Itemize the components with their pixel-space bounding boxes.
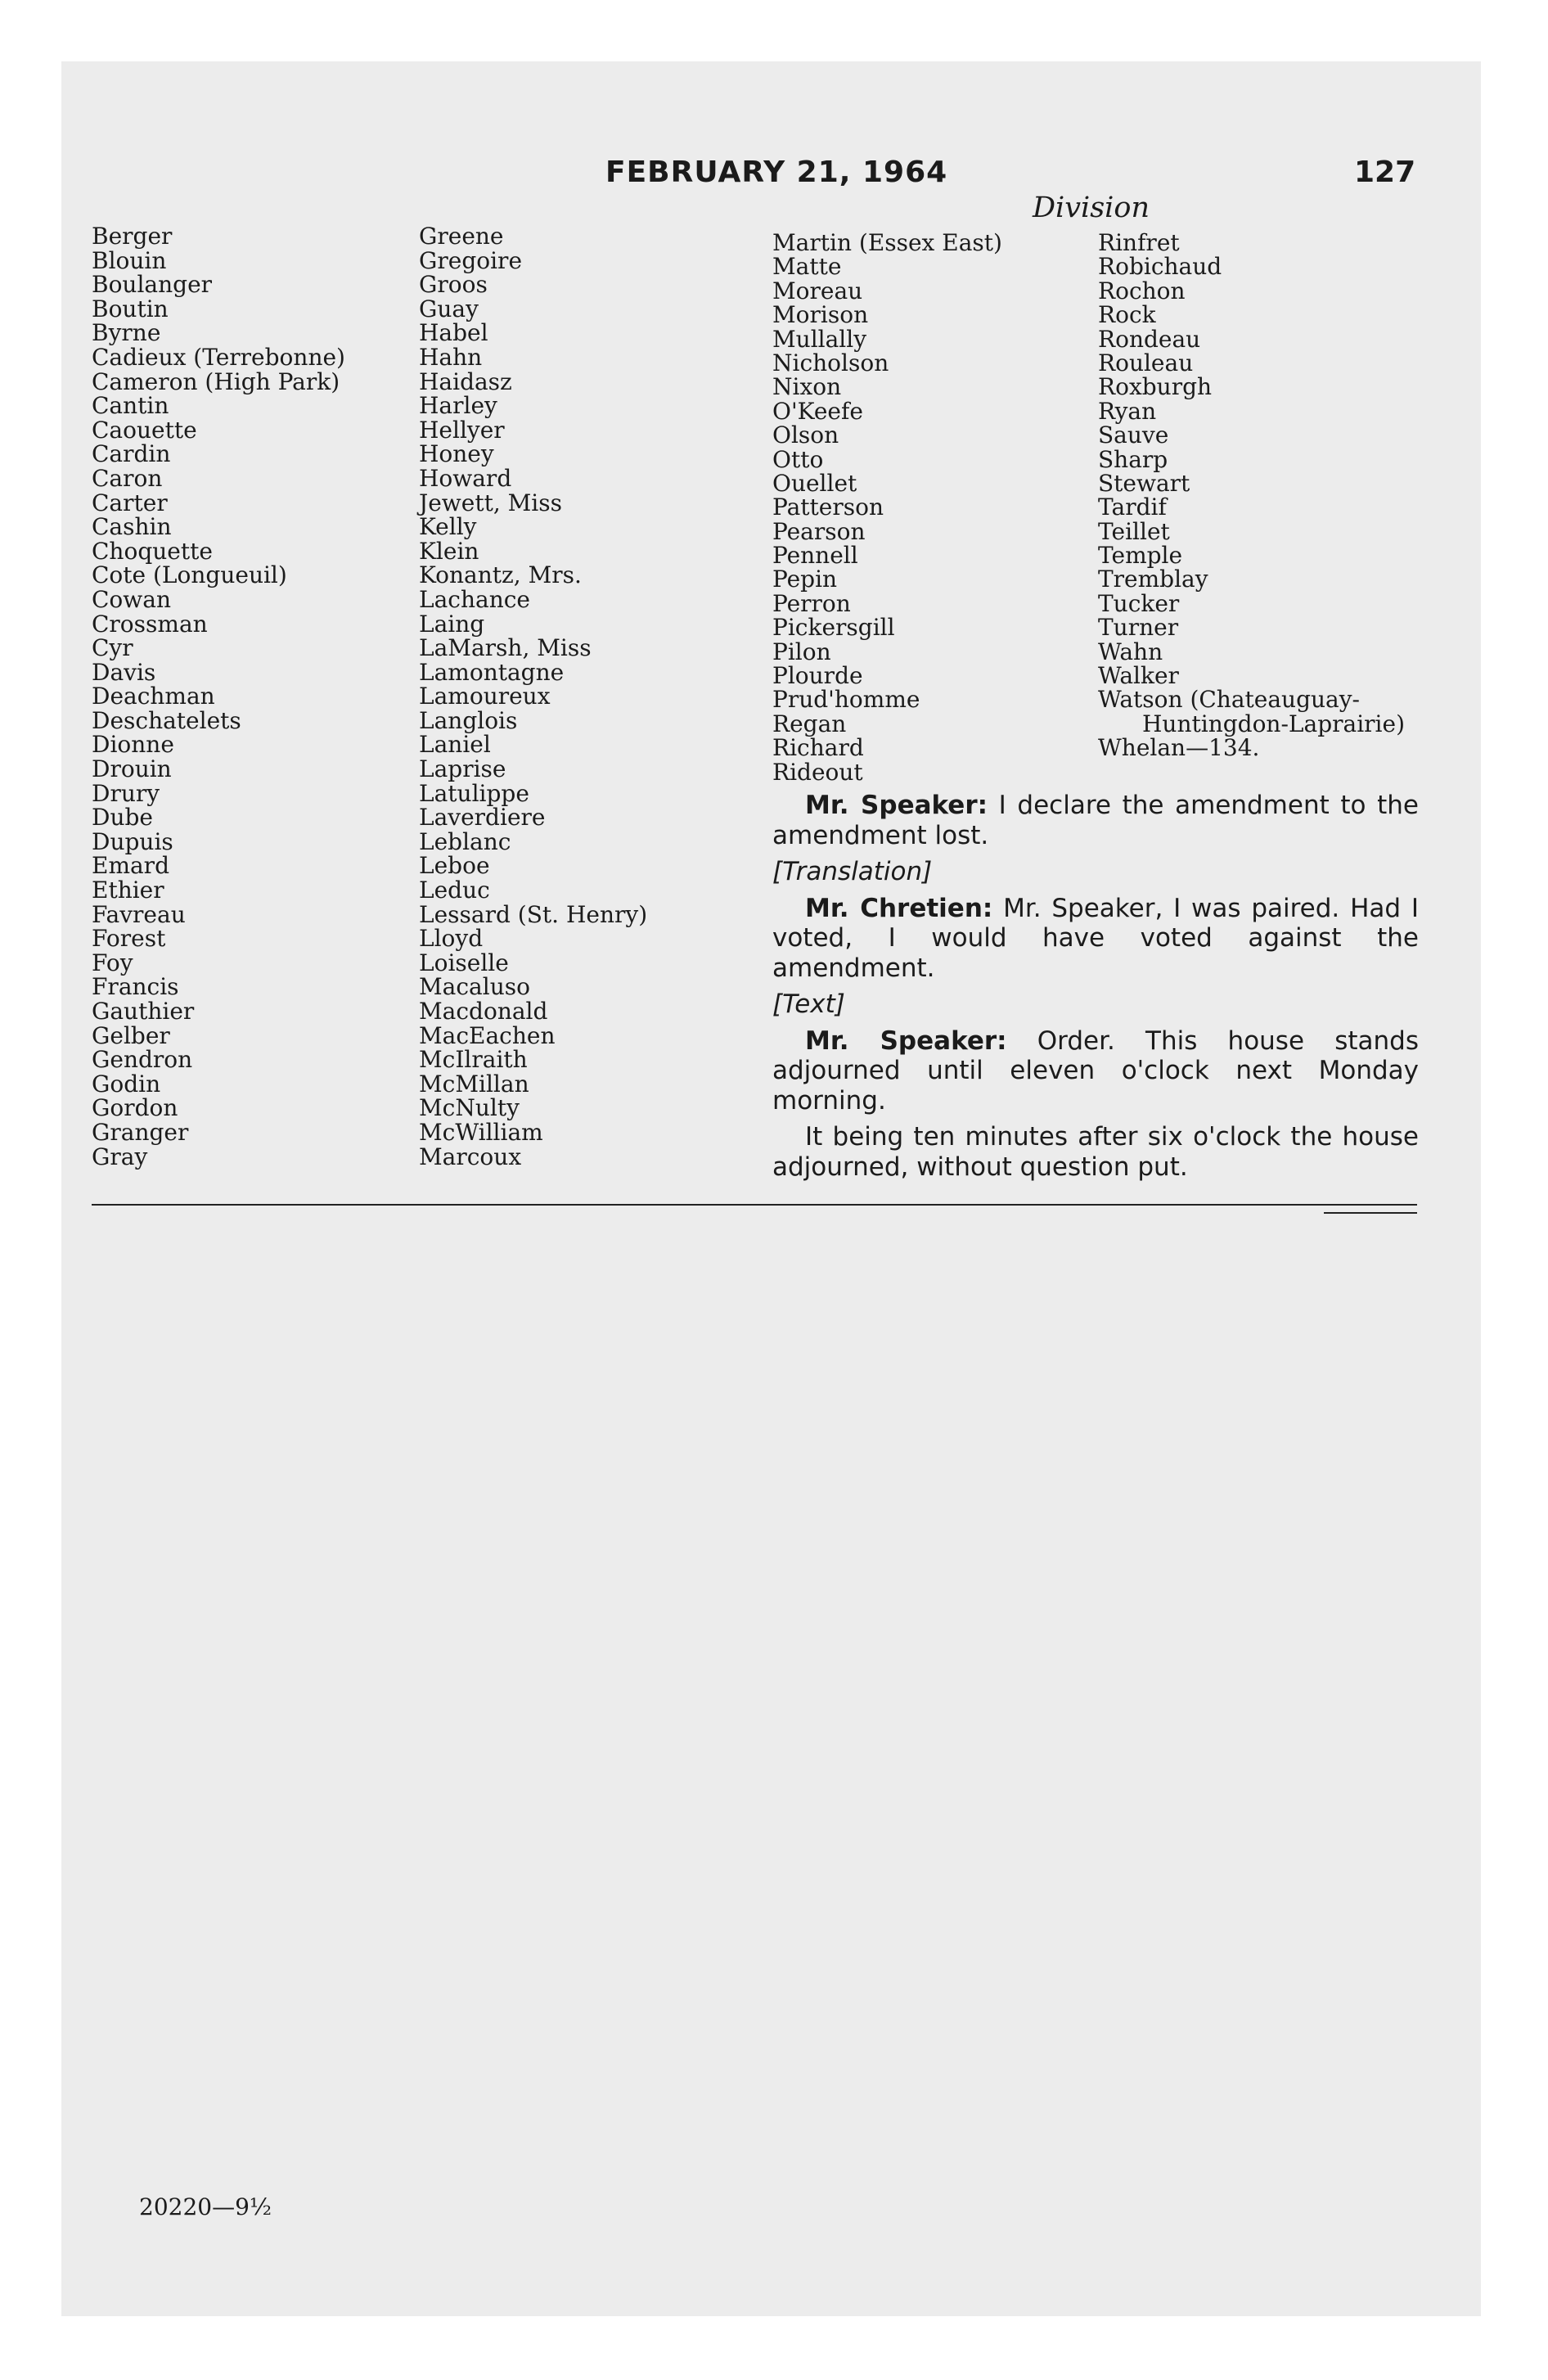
member-name: Laniel	[419, 731, 491, 759]
member-name: Hahn	[419, 343, 483, 371]
member-name: Turner	[1098, 614, 1179, 642]
member-name: Caouette	[92, 416, 197, 444]
member-name: Cashin	[92, 513, 172, 541]
text-tag: [Text]	[772, 989, 845, 1019]
member-name: Latulippe	[419, 779, 529, 807]
member-name: Forest	[92, 925, 166, 953]
names-column-4	[1098, 231, 1405, 760]
member-name: Cadieux (Terrebonne)	[92, 343, 345, 371]
member-name: Deschatelets	[92, 706, 241, 734]
member-name: Lloyd	[419, 925, 484, 953]
member-name: Nicholson	[772, 349, 889, 376]
member-name: Godin	[92, 1070, 161, 1098]
member-name: Tucker	[1098, 589, 1180, 617]
member-name: Regan	[772, 710, 847, 737]
member-name: Matte	[772, 253, 842, 281]
member-name: Deachman	[92, 683, 215, 710]
member-name: Rinfret	[1098, 229, 1180, 256]
member-name: McMillan	[419, 1070, 529, 1098]
member-name: MacEachen	[419, 1021, 556, 1049]
member-name: Richard	[772, 734, 864, 762]
member-name: Langlois	[419, 706, 518, 734]
member-name: Olson	[772, 421, 839, 449]
member-name: Blouin	[92, 246, 167, 274]
member-name: Konantz, Mrs.	[419, 561, 582, 589]
member-name: Gray	[92, 1143, 148, 1170]
member-name: Cantin	[92, 392, 169, 420]
member-name: McWilliam	[419, 1118, 543, 1146]
member-name: Haidasz	[419, 367, 512, 395]
member-name: Hellyer	[419, 416, 505, 444]
member-name: Lessard (St. Henry)	[419, 900, 648, 928]
chretien-statement	[772, 894, 1419, 984]
member-name: Pickersgill	[772, 614, 895, 642]
member-name: Perron	[772, 589, 851, 617]
adjournment-order	[772, 1026, 1419, 1116]
member-name: Morison	[772, 301, 869, 329]
member-name: Laverdiere	[419, 804, 546, 832]
horizontal-rule	[92, 1204, 1417, 1206]
member-name: Ryan	[1098, 397, 1157, 425]
member-name: Dupuis	[92, 827, 173, 855]
member-name: Cardin	[92, 440, 171, 468]
member-name: Temple	[1098, 542, 1183, 570]
member-name: Groos	[419, 271, 488, 299]
page-date: FEBRUARY 21, 1964	[605, 156, 948, 189]
member-name: McIlraith	[419, 1046, 528, 1074]
speaker-name: Mr. Speaker:	[805, 791, 988, 820]
member-name: Klein	[419, 537, 479, 565]
member-name: Cyr	[92, 634, 133, 662]
member-name: Cameron (High Park)	[92, 367, 340, 395]
section-title: Division	[1033, 192, 1150, 224]
member-name: Byrne	[92, 319, 161, 347]
member-name: Foy	[92, 949, 133, 976]
member-name: Choquette	[92, 537, 213, 565]
member-name: Rouleau	[1098, 349, 1194, 376]
member-name: Roxburgh	[1098, 373, 1213, 401]
member-name: Wahn	[1098, 638, 1163, 665]
member-name: McNulty	[419, 1094, 520, 1122]
member-name: Marcoux	[419, 1143, 522, 1170]
speaker-statement: Order. This house stands adjourned until eleven o'clock next Monday morning.	[772, 1025, 1419, 1116]
member-name: Pearson	[772, 517, 866, 545]
member-name: Ouellet	[772, 469, 857, 497]
end-rule	[1324, 1212, 1417, 1214]
member-name: Moreau	[772, 277, 863, 304]
member-name: Pepin	[772, 566, 838, 593]
member-name: Leblanc	[419, 827, 511, 855]
member-name: Davis	[92, 658, 156, 686]
member-name: Berger	[92, 223, 173, 250]
speaker-statement: Mr. Speaker, I was paired. Had I voted, I would have voted against the amendment.	[772, 893, 1419, 983]
member-name: Lamontagne	[419, 658, 565, 686]
member-name: Habel	[419, 319, 488, 347]
member-name: Harley	[419, 392, 497, 420]
member-name: Pilon	[772, 638, 831, 665]
member-name: Lamoureux	[419, 683, 551, 710]
member-name: Nixon	[772, 373, 842, 401]
proceedings-text	[772, 791, 1419, 1188]
member-name: Boulanger	[92, 271, 213, 299]
member-name: Tremblay	[1098, 566, 1208, 593]
member-name: Stewart	[1098, 469, 1190, 497]
member-name: Otto	[772, 445, 824, 473]
member-name: O'Keefe	[772, 397, 863, 425]
member-name: Drury	[92, 779, 160, 807]
member-name: Sauve	[1098, 421, 1169, 449]
member-name: Guay	[419, 295, 479, 322]
member-name: Gregoire	[419, 246, 523, 274]
member-name: Gordon	[92, 1094, 178, 1122]
member-name: Rochon	[1098, 277, 1186, 304]
member-name: Robichaud	[1098, 253, 1222, 281]
names-column-1	[92, 224, 345, 1169]
member-name: Cote (Longueuil)	[92, 561, 287, 589]
member-name: Macdonald	[419, 998, 548, 1025]
member-name: Caron	[92, 464, 163, 492]
member-name: Mullally	[772, 325, 867, 353]
member-name: Carter	[92, 489, 168, 516]
speaker-statement: I declare the amendment to the amendment lost.	[772, 791, 1419, 850]
member-name: Leduc	[419, 877, 490, 904]
member-name: Gauthier	[92, 998, 195, 1025]
member-name-continued: Huntingdon-Laprairie)	[1142, 710, 1406, 737]
member-name: Granger	[92, 1118, 189, 1146]
member-name: Howard	[419, 464, 512, 492]
member-name: Tardif	[1098, 494, 1167, 521]
translation-tag: [Translation]	[772, 857, 933, 886]
vote-total: Whelan—134.	[1098, 734, 1260, 762]
member-name: Sharp	[1098, 445, 1168, 473]
member-name: Leboe	[419, 852, 490, 880]
member-name: Dionne	[92, 731, 174, 759]
member-name: Jewett, Miss	[419, 489, 562, 516]
speaker-ruling	[772, 791, 1419, 850]
footer-code: 20220—9½	[139, 2193, 272, 2220]
member-name: Favreau	[92, 900, 186, 928]
adjournment-note: It being ten minutes after six o'clock the house adjourned, without question put.	[772, 1122, 1419, 1182]
member-name: Plourde	[772, 662, 863, 690]
member-name: Kelly	[419, 513, 477, 541]
member-name: Rideout	[772, 758, 863, 786]
member-name: Emard	[92, 852, 169, 880]
member-name: LaMarsh, Miss	[419, 634, 592, 662]
member-name: Cowan	[92, 585, 171, 613]
member-name: Teillet	[1098, 517, 1170, 545]
names-column-2	[419, 224, 647, 1169]
member-name: Macaluso	[419, 973, 530, 1001]
member-name: Watson (Chateauguay-	[1098, 686, 1361, 714]
member-name: Francis	[92, 973, 179, 1001]
names-column-3	[772, 231, 1002, 784]
member-name: Greene	[419, 223, 504, 250]
member-name: Lachance	[419, 585, 530, 613]
member-name: Pennell	[772, 542, 858, 570]
member-name: Rock	[1098, 301, 1156, 329]
member-name: Gendron	[92, 1046, 193, 1074]
member-name: Ethier	[92, 877, 164, 904]
member-name: Prud'homme	[772, 686, 920, 714]
member-name: Martin (Essex East)	[772, 229, 1002, 256]
speaker-name: Mr. Chretien:	[805, 893, 993, 923]
member-name: Boutin	[92, 295, 169, 322]
member-name: Laing	[419, 610, 485, 638]
member-name: Laprise	[419, 755, 506, 783]
member-name: Patterson	[772, 494, 884, 521]
member-name: Dube	[92, 804, 153, 832]
member-name: Gelber	[92, 1021, 170, 1049]
member-name: Loiselle	[419, 949, 509, 976]
member-name: Rondeau	[1098, 325, 1201, 353]
member-name: Crossman	[92, 610, 208, 638]
member-name: Walker	[1098, 662, 1179, 690]
page-number: 127	[1354, 156, 1416, 189]
speaker-name: Mr. Speaker:	[805, 1025, 1007, 1056]
member-name: Honey	[419, 440, 494, 468]
member-name: Drouin	[92, 755, 172, 783]
